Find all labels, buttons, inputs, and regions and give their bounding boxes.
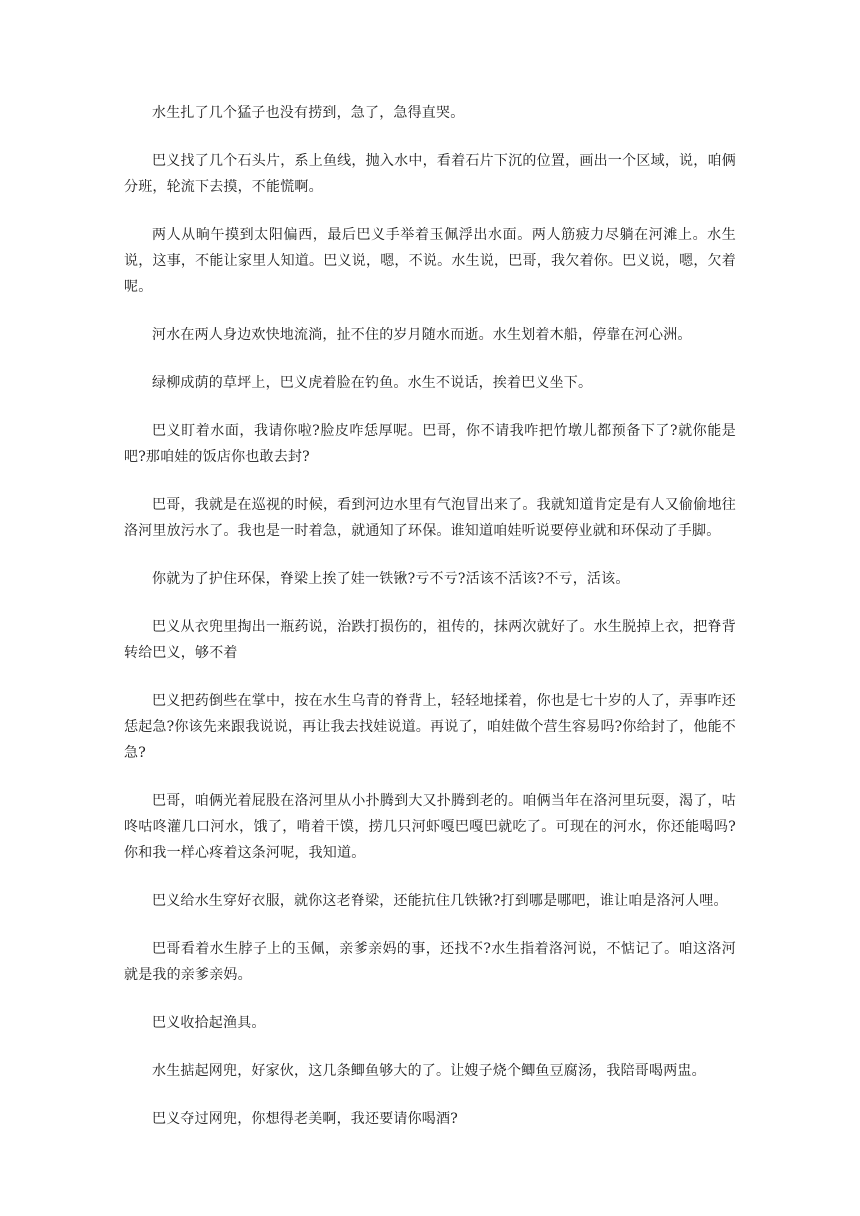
paragraph: 巴义找了几个石头片，系上鱼线，抛入水中，看着石片下沉的位置，画出一个区域，说，咱俩分班，轮流下去摸，不能慌啊。 <box>124 153 736 195</box>
paragraph: 巴义收拾起渔具。 <box>152 1015 266 1031</box>
paragraph: 河水在两人身边欢快地流淌，扯不住的岁月随水而逝。水生划着木船，停靠在河心洲。 <box>152 327 692 343</box>
document-body <box>124 100 736 1154</box>
paragraph: 巴哥，我就是在巡视的时候，看到河边水里有气泡冒出来了。我就知道肯定是有人又偷偷地往洛河里放污水了。我也是一时着急，就通知了环保。谁知道咱娃听说要停业就和环保动了手脚。 <box>124 497 736 539</box>
paragraph: 水生掂起网兜，好家伙，这几条鲫鱼够大的了。让嫂子烧个鲫鱼豆腐汤，我陪哥喝两盅。 <box>152 1063 706 1079</box>
paragraph: 水生扎了几个猛子也没有捞到，急了，急得直哭。 <box>152 105 465 121</box>
paragraph: 巴义盯着水面，我请你啦?脸皮咋恁厚呢。巴哥，你不请我咋把竹墩儿都预备下了?就你能是吧?那咱娃的饭店你也敢去封? <box>124 423 736 465</box>
paragraph: 巴义从衣兜里掏出一瓶药说，治跌打损伤的，祖传的，抹两次就好了。水生脱掉上衣，把脊背转给巴义，够不着 <box>124 619 736 661</box>
paragraph: 巴义夺过网兜，你想得老美啊，我还要请你喝酒? <box>152 1111 458 1127</box>
paragraph: 巴哥，咱俩光着屁股在洛河里从小扑腾到大又扑腾到老的。咱俩当年在洛河里玩耍，渴了，咕咚咕咚灌几口河水，饿了，啃着干馍，捞几只河虾嘎巴嘎巴就吃了。可现在的河水，你还能喝吗?你和我一样心疼着这条河呢，我知道。 <box>124 793 736 861</box>
paragraph: 你就为了护住环保，脊梁上挨了娃一铁锹?亏不亏?活该不活该?不亏，活该。 <box>152 571 630 587</box>
paragraph: 巴哥看着水生脖子上的玉佩，亲爹亲妈的事，还找不?水生指着洛河说，不惦记了。咱这洛河就是我的亲爹亲妈。 <box>124 941 736 983</box>
paragraph: 巴义给水生穿好衣服，就你这老脊梁，还能抗住几铁锹?打到哪是哪吧，谁让咱是洛河人哩。 <box>152 893 728 909</box>
paragraph: 巴义把药倒些在掌中，按在水生乌青的脊背上，轻轻地揉着，你也是七十岁的人了，弄事咋还恁起急?你该先来跟我说说，再让我去找娃说道。再说了，咱娃做个营生容易吗?你给封了，他能不急? <box>124 693 736 761</box>
paragraph: 绿柳成荫的草坪上，巴义虎着脸在钓鱼。水生不说话，挨着巴义坐下。 <box>152 375 593 391</box>
paragraph: 两人从晌午摸到太阳偏西，最后巴义手举着玉佩浮出水面。两人筋疲力尽躺在河滩上。水生说，这事，不能让家里人知道。巴义说，嗯，不说。水生说，巴哥，我欠着你。巴义说，嗯，欠着呢。 <box>124 227 736 295</box>
